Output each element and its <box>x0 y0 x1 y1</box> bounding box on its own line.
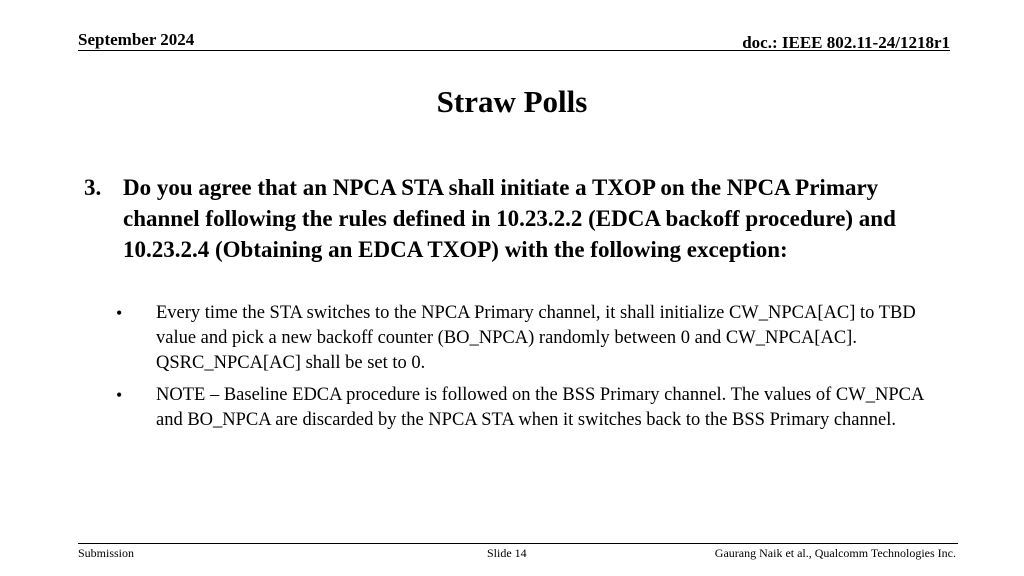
footer-submission: Submission <box>78 546 135 560</box>
bullet-text: Every time the STA switches to the NPCA Primary channel, it shall initialize CW_NPCA[AC] to TBD value and pick a new backoff counter (BO_NPCA) randomly between 0 and CW_NPCA[AC]. QSRC_NPCA[AC] shall be set to 0. <box>156 303 916 373</box>
header-date: September 2024 <box>78 30 195 49</box>
header-doc-id: doc.: IEEE 802.11-24/1218r1 <box>742 33 950 52</box>
bullet-item-initialize <box>116 301 966 376</box>
question-text: Do you agree that an NPCA STA shall initiate a TXOP on the NPCA Primary channel following the rules defined in 10.23.2.2 (EDCA backoff procedure) and 10.23.2.4 (Obtaining an EDCA TXOP) with the following exception: <box>123 175 896 262</box>
bullet-text: NOTE – Baseline EDCA procedure is followed on the BSS Primary channel. The values of CW_NPCA and BO_NPCA are discarded by the NPCA STA when it switches back to the BSS Primary channel. <box>156 385 924 430</box>
footer-divider <box>78 543 958 544</box>
footer-authors: Gaurang Naik et al., Qualcomm Technologies Inc. <box>714 546 956 560</box>
footer-slide-number: Slide 14 <box>487 546 527 560</box>
straw-poll-question <box>84 172 944 265</box>
header-divider <box>78 50 950 51</box>
question-number: 3. <box>84 175 102 200</box>
bullet-item-note <box>116 383 966 433</box>
slide-title: Straw Polls <box>436 84 588 119</box>
exception-bullet-list <box>116 301 966 440</box>
bullet-dot-icon: • <box>116 303 123 323</box>
bullet-dot-icon: • <box>116 385 123 405</box>
